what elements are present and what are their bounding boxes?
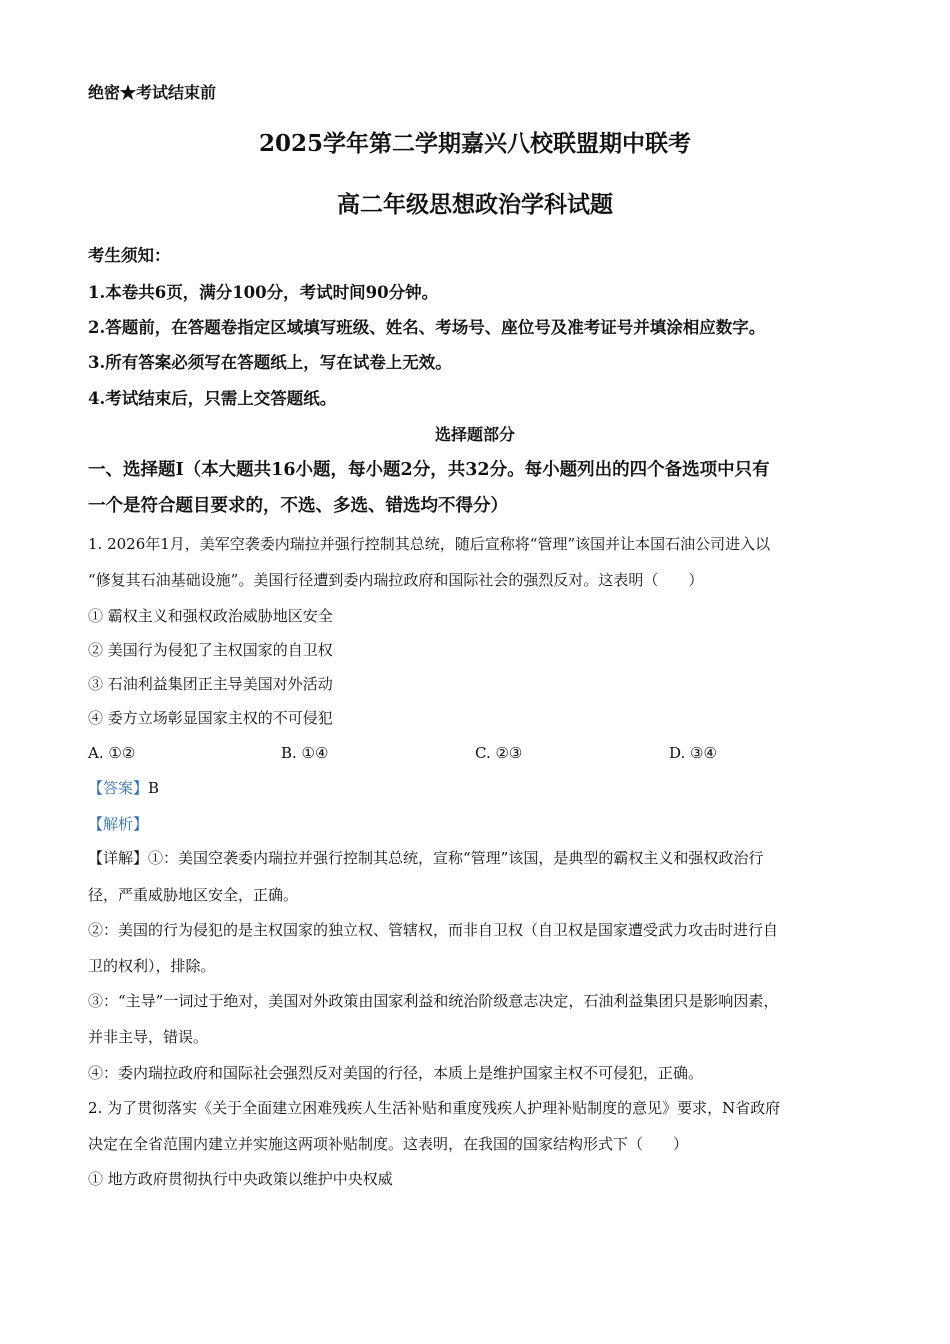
- part-instructions-cont: 一个是符合题目要求的，不选、多选、错选均不得分）: [88, 496, 508, 516]
- notice-heading: 考生须知：: [88, 246, 171, 265]
- q1-option-d: D. ③④: [669, 744, 717, 762]
- q1-option-b: B. ①④: [281, 744, 329, 762]
- q1-detail-line: [88, 847, 763, 869]
- exam-title: 2025学年第二学期嘉兴八校联盟期中联考: [258, 130, 691, 157]
- analysis-tag: 【解析】: [88, 815, 149, 833]
- question-2-stem-cont: 决定在全省范围内建立并实施这两项补贴制度。这表明，在我国的国家结构形式下（ ）: [88, 1135, 689, 1153]
- exam-subtitle: 高二年级思想政治学科试题: [337, 191, 613, 218]
- q1-statement: ④ 委方立场彰显国家主权的不可侵犯: [88, 709, 333, 727]
- section-heading: 选择题部分: [434, 425, 515, 444]
- q1-statement: ③ 石油利益集团正主导美国对外活动: [88, 675, 333, 693]
- q1-statement: ② 美国行为侵犯了主权国家的自卫权: [88, 641, 333, 659]
- notice-item: 4.考试结束后，只需上交答题纸。: [88, 389, 337, 408]
- question-1-stem: 1. 2026年1月，美军空袭委内瑞拉并强行控制其总统，随后宣称将“管理”该国并让本国石油公司进入以: [88, 535, 771, 553]
- notice-item: 2.答题前，在答题卷指定区域填写班级、姓名、考场号、座位号及准考证号并填涂相应数字。: [88, 318, 766, 337]
- detail-text: ①：美国空袭委内瑞拉并强行控制其总统，宣称“管理”该国，是典型的霸权主义和强权政治行: [148, 849, 764, 867]
- q1-detail-line: ③：“主导”一词过于绝对，美国对外政策由国家利益和统治阶级意志决定，石油利益集团只是影响因素，: [88, 992, 779, 1010]
- q2-statement: ① 地方政府贯彻执行中央政策以维护中央权威: [88, 1170, 393, 1188]
- part-instructions: 一、选择题Ⅰ（本大题共16小题，每小题2分，共32分。每小题列出的四个备选项中只有: [88, 460, 770, 480]
- q1-detail-line: 并非主导，错误。: [88, 1028, 209, 1046]
- q1-detail-line: 卫的权利），排除。: [88, 957, 216, 975]
- q1-option-c: C. ②③: [475, 744, 523, 762]
- question-1-stem-cont: “修复其石油基础设施”。美国行径遭到委内瑞拉政府和国际社会的强烈反对。这表明（ ）: [88, 571, 704, 589]
- q1-option-a: A. ①②: [88, 744, 136, 762]
- question-2-stem: 2. 为了贯彻落实《关于全面建立困难残疾人生活补贴和重度残疾人护理补贴制度的意见》要求，N省政府: [88, 1099, 781, 1117]
- q1-answer-row: [88, 777, 159, 799]
- q1-detail-line: 径，严重威胁地区安全，正确。: [88, 886, 299, 904]
- q1-statement: ① 霸权主义和强权政治威胁地区安全: [88, 607, 333, 625]
- detail-tag: 【详解】: [88, 849, 149, 867]
- notice-item: 1.本卷共6页，满分100分，考试时间90分钟。: [88, 283, 439, 302]
- notice-item: 3.所有答案必须写在答题纸上，写在试卷上无效。: [88, 353, 452, 372]
- q1-detail-line: ②：美国的行为侵犯的是主权国家的独立权、管辖权，而非自卫权（自卫权是国家遭受武力攻击时进行自: [88, 921, 779, 939]
- q1-detail-line: ④：委内瑞拉政府和国际社会强烈反对美国的行径，本质上是维护国家主权不可侵犯，正确。: [88, 1064, 704, 1082]
- answer-tag: 【答案】: [88, 779, 149, 797]
- answer-value: B: [148, 779, 160, 797]
- secret-label: 绝密★考试结束前: [88, 83, 217, 102]
